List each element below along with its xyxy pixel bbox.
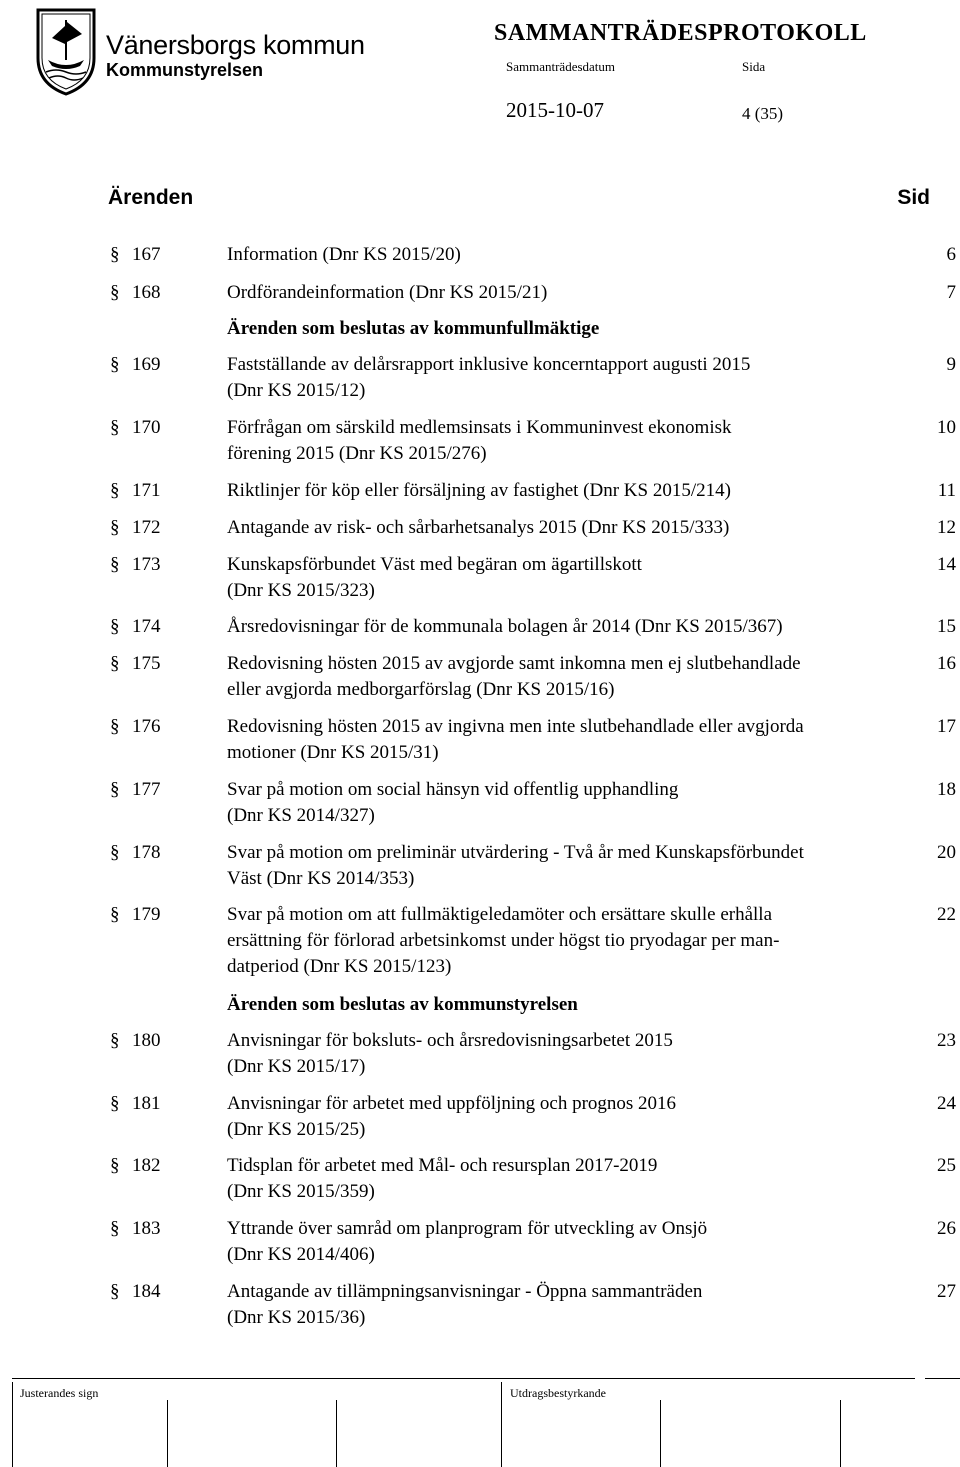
item-title-line: ersättning för förlorad arbetsinkomst under högst tio pryodagar per man- (227, 930, 780, 951)
item-title (227, 415, 917, 467)
item-page-number: 23 (937, 1030, 956, 1051)
agenda-item-174 (0, 614, 960, 640)
item-number: 175 (132, 653, 161, 674)
item-page-number: 7 (946, 282, 956, 303)
item-number: 169 (132, 354, 161, 375)
footer-box-border (12, 1382, 13, 1467)
item-number: 181 (132, 1093, 161, 1114)
item-page-number: 14 (937, 554, 956, 575)
item-number: 178 (132, 842, 161, 863)
item-title-line: (Dnr KS 2015/323) (227, 580, 375, 601)
coat-of-arms-logo (34, 4, 98, 96)
item-number: 177 (132, 779, 161, 800)
organization-name: Vänersborgs kommun (106, 30, 365, 60)
paragraph-symbol: § (110, 1093, 120, 1114)
item-title-line: motioner (Dnr KS 2015/31) (227, 742, 439, 763)
item-title-line: Förfrågan om särskild medlemsinsats i Kommuninvest ekonomisk (227, 417, 732, 438)
agenda-item-178 (0, 840, 960, 892)
item-title-line: eller avgjorda medborgarförslag (Dnr KS 2015/16) (227, 679, 615, 700)
item-page-number: 25 (937, 1155, 956, 1176)
item-page-number: 6 (946, 244, 956, 265)
agenda-item-169 (0, 352, 960, 404)
item-title (227, 714, 917, 766)
item-number: 183 (132, 1218, 161, 1239)
page-number: 4 (35) (742, 104, 784, 123)
item-title (227, 614, 917, 640)
item-number: 182 (132, 1155, 161, 1176)
paragraph-symbol: § (110, 1030, 120, 1051)
agenda-item-181 (0, 1091, 960, 1143)
item-page-number: 16 (937, 653, 956, 674)
signature-box-border (660, 1400, 661, 1467)
item-title (227, 1091, 917, 1143)
agenda-item-179 (0, 902, 960, 980)
agenda-item-182 (0, 1153, 960, 1205)
item-page-number: 15 (937, 616, 956, 637)
agenda-item-175 (0, 651, 960, 703)
item-title (227, 515, 917, 541)
item-title-line: Fastställande av delårsrapport inklusive koncerntapport augusti 2015 (227, 354, 751, 375)
item-title-line: Redovisning hösten 2015 av avgjorde samt inkomna men ej slutbehandlade (227, 653, 801, 674)
section-heading-kf: Ärenden som beslutas av kommunfullmäktige (227, 318, 600, 339)
agenda-item-171 (0, 478, 960, 504)
item-title-line: (Dnr KS 2014/327) (227, 805, 375, 826)
footer-box-border (501, 1382, 502, 1467)
page-label: Sida (742, 59, 766, 74)
page-column-header: Sid (897, 186, 930, 209)
agenda-item-176 (0, 714, 960, 766)
item-title-line: Anvisningar för arbetet med uppföljning och prognos 2016 (227, 1093, 677, 1114)
item-page-number: 26 (937, 1218, 956, 1239)
item-page-number: 18 (937, 779, 956, 800)
paragraph-symbol: § (110, 842, 120, 863)
item-title (227, 478, 917, 504)
item-number: 167 (132, 244, 161, 265)
item-title-line: Ordförandeinformation (Dnr KS 2015/21) (227, 282, 548, 303)
item-number: 173 (132, 554, 161, 575)
item-number: 176 (132, 716, 161, 737)
paragraph-symbol: § (110, 517, 120, 538)
signature-box-border (840, 1400, 841, 1467)
meeting-date: 2015-10-07 (506, 98, 604, 122)
meeting-date-label: Sammanträdesdatum (506, 59, 616, 74)
signature-box-border (167, 1400, 168, 1467)
item-title-line: Svar på motion om att fullmäktigeledamöter och ersättare skulle erhålla (227, 904, 773, 925)
paragraph-symbol: § (110, 779, 120, 800)
agenda-item-168 (0, 280, 960, 306)
item-title-line: (Dnr KS 2015/36) (227, 1307, 366, 1328)
item-number: 170 (132, 417, 161, 438)
item-title-line: (Dnr KS 2015/25) (227, 1119, 366, 1140)
item-number: 179 (132, 904, 161, 925)
item-title-line: datperiod (Dnr KS 2015/123) (227, 956, 452, 977)
item-number: 172 (132, 517, 161, 538)
paragraph-symbol: § (110, 417, 120, 438)
item-title-line: (Dnr KS 2015/17) (227, 1056, 366, 1077)
item-title (227, 352, 917, 404)
paragraph-symbol: § (110, 244, 120, 265)
item-page-number: 20 (937, 842, 956, 863)
item-number: 174 (132, 616, 161, 637)
footer-divider (925, 1378, 960, 1379)
item-page-number: 9 (946, 354, 956, 375)
paragraph-symbol: § (110, 616, 120, 637)
item-title-line: Redovisning hösten 2015 av ingivna men inte slutbehandlade eller avgjorda (227, 716, 804, 737)
item-title (227, 552, 917, 604)
item-number: 184 (132, 1281, 161, 1302)
item-title-line: Svar på motion om preliminär utvärdering - Två år med Kunskapsförbundet (227, 842, 804, 863)
agenda-item-184 (0, 1279, 960, 1331)
item-title-line: Riktlinjer för köp eller försäljning av fastighet (Dnr KS 2015/214) (227, 480, 731, 501)
footer-divider (12, 1378, 915, 1379)
item-title-line: Antagande av tillämpningsanvisningar - Öppna sammanträden (227, 1281, 703, 1302)
paragraph-symbol: § (110, 282, 120, 303)
agenda-item-170 (0, 415, 960, 467)
item-title-line: Kunskapsförbundet Väst med begäran om ägartillskott (227, 554, 642, 575)
paragraph-symbol: § (110, 554, 120, 575)
paragraph-symbol: § (110, 653, 120, 674)
paragraph-symbol: § (110, 480, 120, 501)
item-page-number: 12 (937, 517, 956, 538)
utdragsbestyrkande-label: Utdragsbestyrkande (510, 1386, 606, 1400)
item-title (227, 1028, 917, 1080)
item-title-line: Yttrande över samråd om planprogram för utveckling av Onsjö (227, 1218, 708, 1239)
item-title (227, 242, 917, 268)
item-page-number: 10 (937, 417, 956, 438)
paragraph-symbol: § (110, 716, 120, 737)
justerandes-sign-label: Justerandes sign (20, 1386, 99, 1400)
item-title (227, 1216, 917, 1268)
agenda-item-167 (0, 242, 960, 268)
item-title-line: Anvisningar för boksluts- och årsredovisningsarbetet 2015 (227, 1030, 673, 1051)
item-title (227, 280, 917, 306)
item-title (227, 1279, 917, 1331)
agenda-item-183 (0, 1216, 960, 1268)
item-page-number: 22 (937, 904, 956, 925)
item-number: 168 (132, 282, 161, 303)
signature-box-border (336, 1400, 337, 1467)
item-title (227, 651, 917, 703)
item-title-line: (Dnr KS 2014/406) (227, 1244, 375, 1265)
agenda-item-177 (0, 777, 960, 829)
agenda-item-173 (0, 552, 960, 604)
item-title-line: Antagande av risk- och sårbarhetsanalys 2015 (Dnr KS 2015/333) (227, 517, 730, 538)
agenda-item-180 (0, 1028, 960, 1080)
item-page-number: 17 (937, 716, 956, 737)
item-title (227, 1153, 917, 1205)
document-type: SAMMANTRÄDESPROTOKOLL (494, 20, 867, 46)
item-title-line: Årsredovisningar för de kommunala bolagen år 2014 (Dnr KS 2015/367) (227, 616, 783, 637)
paragraph-symbol: § (110, 354, 120, 375)
paragraph-symbol: § (110, 1218, 120, 1239)
paragraph-symbol: § (110, 1155, 120, 1176)
item-number: 180 (132, 1030, 161, 1051)
section-heading-ks: Ärenden som beslutas av kommunstyrelsen (227, 994, 578, 1015)
items-column-header: Ärenden (108, 186, 194, 209)
item-title-line: förening 2015 (Dnr KS 2015/276) (227, 443, 487, 464)
organization-unit: Kommunstyrelsen (106, 60, 264, 80)
item-page-number: 27 (937, 1281, 956, 1302)
agenda-item-172 (0, 515, 960, 541)
item-title-line: Tidsplan för arbetet med Mål- och resursplan 2017-2019 (227, 1155, 658, 1176)
item-page-number: 24 (937, 1093, 956, 1114)
item-title (227, 777, 917, 829)
paragraph-symbol: § (110, 1281, 120, 1302)
paragraph-symbol: § (110, 904, 120, 925)
item-title-line: Svar på motion om social hänsyn vid offentlig upphandling (227, 779, 679, 800)
item-title-line: Väst (Dnr KS 2014/353) (227, 868, 415, 889)
item-number: 171 (132, 480, 161, 501)
item-title-line: (Dnr KS 2015/12) (227, 380, 366, 401)
item-page-number: 11 (937, 480, 956, 501)
item-title-line: Information (Dnr KS 2015/20) (227, 244, 461, 265)
item-title (227, 840, 917, 892)
item-title (227, 902, 917, 980)
item-title-line: (Dnr KS 2015/359) (227, 1181, 375, 1202)
